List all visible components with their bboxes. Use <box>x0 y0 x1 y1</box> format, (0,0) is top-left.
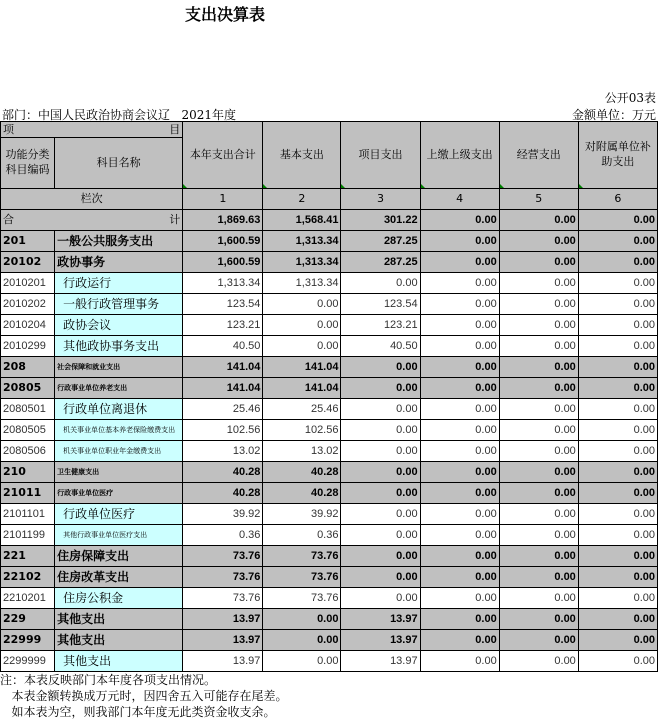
row-value: 0.00 <box>578 504 657 525</box>
row-value: 0.00 <box>420 252 499 273</box>
row-subject-name: 其他支出 <box>55 609 183 630</box>
row-subject-name: 一般行政管理事务 <box>55 294 183 315</box>
row-value: 73.76 <box>183 567 263 588</box>
row-value: 13.97 <box>183 609 263 630</box>
row-code: 2010202 <box>1 294 55 315</box>
row-value: 0.00 <box>420 651 499 672</box>
table-row <box>1 588 658 609</box>
table-row <box>1 273 658 294</box>
table-row <box>1 357 658 378</box>
page-title: 支出决算表 <box>184 5 265 24</box>
header-col-label: 栏次 <box>1 189 183 210</box>
row-value: 13.97 <box>183 630 263 651</box>
row-subject-name: 社会保障和就业支出 <box>55 357 183 378</box>
row-value: 40.50 <box>341 336 420 357</box>
expenditure-table <box>0 121 658 672</box>
row-value: 123.21 <box>341 315 420 336</box>
total-value: 301.22 <box>341 210 420 231</box>
total-row <box>1 210 658 231</box>
row-subject-name: 其他支出 <box>55 651 183 672</box>
row-value: 0.00 <box>420 504 499 525</box>
form-number: 公开03表 <box>604 91 656 105</box>
row-value: 0.00 <box>341 525 420 546</box>
row-value: 0.00 <box>420 399 499 420</box>
row-subject-name: 行政事业单位养老支出 <box>55 378 183 399</box>
table-row <box>1 609 658 630</box>
row-value: 123.21 <box>183 315 263 336</box>
table-row <box>1 399 658 420</box>
row-value: 0.00 <box>420 336 499 357</box>
row-value: 0.00 <box>420 483 499 504</box>
total-value: 0.00 <box>578 210 657 231</box>
row-value: 40.28 <box>263 483 341 504</box>
row-value: 0.00 <box>578 378 657 399</box>
note-line: 注：本表反映部门本年度各项支出情况。 <box>0 673 217 687</box>
row-value: 13.97 <box>183 651 263 672</box>
row-value: 73.76 <box>183 588 263 609</box>
row-value: 0.00 <box>420 441 499 462</box>
row-subject-name: 行政运行 <box>55 273 183 294</box>
row-code: 21011 <box>1 483 55 504</box>
row-value: 0.00 <box>263 336 341 357</box>
table-row <box>1 651 658 672</box>
row-value: 25.46 <box>183 399 263 420</box>
row-value: 0.00 <box>499 441 578 462</box>
row-value: 0.00 <box>420 378 499 399</box>
row-subject-name: 住房改革支出 <box>55 567 183 588</box>
row-value: 0.36 <box>183 525 263 546</box>
row-code: 2101101 <box>1 504 55 525</box>
row-code: 2210201 <box>1 588 55 609</box>
total-value: 1,869.63 <box>183 210 263 231</box>
row-subject-name: 行政单位医疗 <box>55 504 183 525</box>
header-row-numbers <box>1 189 658 210</box>
row-value: 0.00 <box>578 588 657 609</box>
row-code: 229 <box>1 609 55 630</box>
row-code: 208 <box>1 357 55 378</box>
table-row <box>1 378 658 399</box>
row-value: 0.00 <box>499 336 578 357</box>
table-row <box>1 504 658 525</box>
row-value: 0.00 <box>499 525 578 546</box>
row-subject-name: 住房保障支出 <box>55 546 183 567</box>
row-value: 0.00 <box>499 294 578 315</box>
row-value: 0.00 <box>499 588 578 609</box>
row-subject-name: 其他支出 <box>55 630 183 651</box>
row-value: 0.00 <box>499 252 578 273</box>
row-value: 0.00 <box>499 399 578 420</box>
table-row <box>1 315 658 336</box>
row-value: 0.00 <box>341 504 420 525</box>
row-value: 0.00 <box>578 651 657 672</box>
row-value: 0.00 <box>499 315 578 336</box>
row-value: 0.00 <box>420 588 499 609</box>
row-subject-name: 机关事业单位职业年金缴费支出 <box>55 441 183 462</box>
row-value: 39.92 <box>263 504 341 525</box>
row-value: 0.00 <box>578 273 657 294</box>
footnotes <box>0 672 287 720</box>
row-value: 40.50 <box>183 336 263 357</box>
row-code: 2010201 <box>1 273 55 294</box>
note-line: 如本表为空，则我部门本年度无此类资金收支余。 <box>0 705 276 719</box>
table-row <box>1 567 658 588</box>
row-value: 0.00 <box>578 420 657 441</box>
row-value: 0.00 <box>578 525 657 546</box>
row-code: 201 <box>1 231 55 252</box>
row-value: 1,313.34 <box>263 231 341 252</box>
row-value: 0.00 <box>578 252 657 273</box>
row-value: 0.00 <box>499 567 578 588</box>
row-value: 40.28 <box>183 462 263 483</box>
row-value: 0.00 <box>420 525 499 546</box>
table-row <box>1 441 658 462</box>
row-value: 0.00 <box>341 399 420 420</box>
row-value: 123.54 <box>183 294 263 315</box>
row-value: 0.00 <box>263 609 341 630</box>
note-line: 本表金额转换成万元时，因四舍五入可能存在尾差。 <box>0 689 288 703</box>
header-col-3: 项目支出 <box>341 122 420 189</box>
row-subject-name: 卫生健康支出 <box>55 462 183 483</box>
row-value: 123.54 <box>341 294 420 315</box>
table-row <box>1 630 658 651</box>
header-row-item <box>1 122 658 138</box>
total-value: 0.00 <box>420 210 499 231</box>
row-value: 0.00 <box>341 441 420 462</box>
row-value: 287.25 <box>341 231 420 252</box>
row-subject-name: 其他行政事业单位医疗支出 <box>55 525 183 546</box>
row-code: 210 <box>1 462 55 483</box>
row-value: 40.28 <box>263 462 341 483</box>
row-value: 25.46 <box>263 399 341 420</box>
row-value: 0.00 <box>499 273 578 294</box>
row-value: 13.97 <box>341 630 420 651</box>
row-value: 141.04 <box>183 357 263 378</box>
row-subject-name: 机关事业单位基本养老保险缴费支出 <box>55 420 183 441</box>
row-value: 0.00 <box>420 567 499 588</box>
row-value: 102.56 <box>263 420 341 441</box>
row-value: 0.00 <box>578 609 657 630</box>
row-value: 0.00 <box>499 462 578 483</box>
row-value: 0.00 <box>341 357 420 378</box>
header-col-4: 上缴上级支出 <box>420 122 499 189</box>
row-value: 0.00 <box>499 651 578 672</box>
row-value: 1,313.34 <box>183 273 263 294</box>
row-value: 0.00 <box>578 231 657 252</box>
row-value: 0.00 <box>420 231 499 252</box>
table-row <box>1 231 658 252</box>
header-num-2: 2 <box>263 189 341 210</box>
header-col-1: 本年支出合计 <box>183 122 263 189</box>
row-value: 0.00 <box>499 609 578 630</box>
row-value: 0.00 <box>263 315 341 336</box>
row-code: 22999 <box>1 630 55 651</box>
row-value: 0.00 <box>341 588 420 609</box>
header-num-3: 3 <box>341 189 420 210</box>
row-value: 0.00 <box>499 483 578 504</box>
row-subject-name: 住房公积金 <box>55 588 183 609</box>
total-value: 0.00 <box>499 210 578 231</box>
row-value: 0.00 <box>578 441 657 462</box>
row-code: 22102 <box>1 567 55 588</box>
row-value: 73.76 <box>263 546 341 567</box>
row-value: 0.00 <box>263 294 341 315</box>
row-value: 1,313.34 <box>263 252 341 273</box>
row-value: 13.97 <box>341 609 420 630</box>
row-value: 0.00 <box>499 420 578 441</box>
row-value: 0.00 <box>341 420 420 441</box>
header-num-6: 6 <box>578 189 657 210</box>
row-code: 2010299 <box>1 336 55 357</box>
table-row <box>1 546 658 567</box>
row-value: 0.00 <box>341 378 420 399</box>
row-value: 0.00 <box>578 336 657 357</box>
table-row <box>1 336 658 357</box>
header-func-code: 功能分类科目编码 <box>1 138 55 189</box>
row-value: 40.28 <box>183 483 263 504</box>
row-value: 102.56 <box>183 420 263 441</box>
row-subject-name: 一般公共服务支出 <box>55 231 183 252</box>
row-value: 73.76 <box>263 588 341 609</box>
row-code: 2080501 <box>1 399 55 420</box>
department-label: 部门：中国人民政治协商会议辽 2021年度 <box>2 108 236 122</box>
row-code: 2101199 <box>1 525 55 546</box>
header-num-5: 5 <box>499 189 578 210</box>
row-code: 20805 <box>1 378 55 399</box>
row-code: 221 <box>1 546 55 567</box>
row-value: 0.00 <box>263 651 341 672</box>
row-value: 0.00 <box>499 546 578 567</box>
total-value: 1,568.41 <box>263 210 341 231</box>
table-row <box>1 252 658 273</box>
row-value: 1,313.34 <box>263 273 341 294</box>
row-value: 0.00 <box>578 462 657 483</box>
row-value: 1,600.59 <box>183 252 263 273</box>
row-value: 0.00 <box>578 315 657 336</box>
header-num-4: 4 <box>420 189 499 210</box>
row-value: 0.00 <box>499 378 578 399</box>
table-row <box>1 294 658 315</box>
amount-unit: 金额单位：万元 <box>571 108 656 122</box>
table-row <box>1 525 658 546</box>
row-code: 2080506 <box>1 441 55 462</box>
row-value: 39.92 <box>183 504 263 525</box>
row-value: 0.36 <box>263 525 341 546</box>
row-value: 0.00 <box>499 504 578 525</box>
row-value: 141.04 <box>263 357 341 378</box>
total-label: 合 计 <box>1 210 183 231</box>
row-value: 0.00 <box>578 294 657 315</box>
row-value: 13.97 <box>341 651 420 672</box>
row-value: 0.00 <box>263 630 341 651</box>
row-value: 0.00 <box>341 546 420 567</box>
row-value: 0.00 <box>420 315 499 336</box>
row-value: 287.25 <box>341 252 420 273</box>
row-value: 0.00 <box>499 231 578 252</box>
table-row <box>1 420 658 441</box>
row-value: 0.00 <box>341 483 420 504</box>
header-col-5: 经营支出 <box>499 122 578 189</box>
row-value: 0.00 <box>420 630 499 651</box>
row-value: 0.00 <box>499 630 578 651</box>
row-value: 0.00 <box>420 462 499 483</box>
row-subject-name: 其他政协事务支出 <box>55 336 183 357</box>
row-value: 0.00 <box>499 357 578 378</box>
header-item-cell <box>1 122 183 138</box>
row-value: 0.00 <box>578 483 657 504</box>
row-value: 73.76 <box>183 546 263 567</box>
table-row <box>1 483 658 504</box>
row-subject-name: 政协会议 <box>55 315 183 336</box>
header-col-6: 对附属单位补助支出 <box>578 122 657 189</box>
row-value: 0.00 <box>578 567 657 588</box>
row-value: 0.00 <box>578 630 657 651</box>
row-subject-name: 行政单位离退休 <box>55 399 183 420</box>
row-value: 0.00 <box>420 294 499 315</box>
row-value: 13.02 <box>263 441 341 462</box>
row-value: 0.00 <box>341 273 420 294</box>
row-value: 0.00 <box>578 357 657 378</box>
header-item-left: 项 <box>3 123 14 136</box>
header-item-right: 目 <box>169 123 181 136</box>
row-value: 0.00 <box>578 399 657 420</box>
row-value: 73.76 <box>263 567 341 588</box>
row-value: 0.00 <box>420 273 499 294</box>
row-value: 0.00 <box>420 357 499 378</box>
row-value: 0.00 <box>420 420 499 441</box>
row-value: 141.04 <box>263 378 341 399</box>
header-col-2: 基本支出 <box>263 122 341 189</box>
table-row <box>1 462 658 483</box>
row-value: 0.00 <box>420 546 499 567</box>
row-code: 20102 <box>1 252 55 273</box>
row-value: 141.04 <box>183 378 263 399</box>
row-value: 0.00 <box>341 567 420 588</box>
row-subject-name: 政协事务 <box>55 252 183 273</box>
row-code: 2010204 <box>1 315 55 336</box>
row-code: 2080505 <box>1 420 55 441</box>
row-value: 0.00 <box>420 609 499 630</box>
row-value: 1,600.59 <box>183 231 263 252</box>
row-subject-name: 行政事业单位医疗 <box>55 483 183 504</box>
row-value: 0.00 <box>578 546 657 567</box>
row-value: 0.00 <box>341 462 420 483</box>
row-value: 13.02 <box>183 441 263 462</box>
row-code: 2299999 <box>1 651 55 672</box>
header-num-1: 1 <box>183 189 263 210</box>
header-subject-name: 科目名称 <box>55 138 183 189</box>
